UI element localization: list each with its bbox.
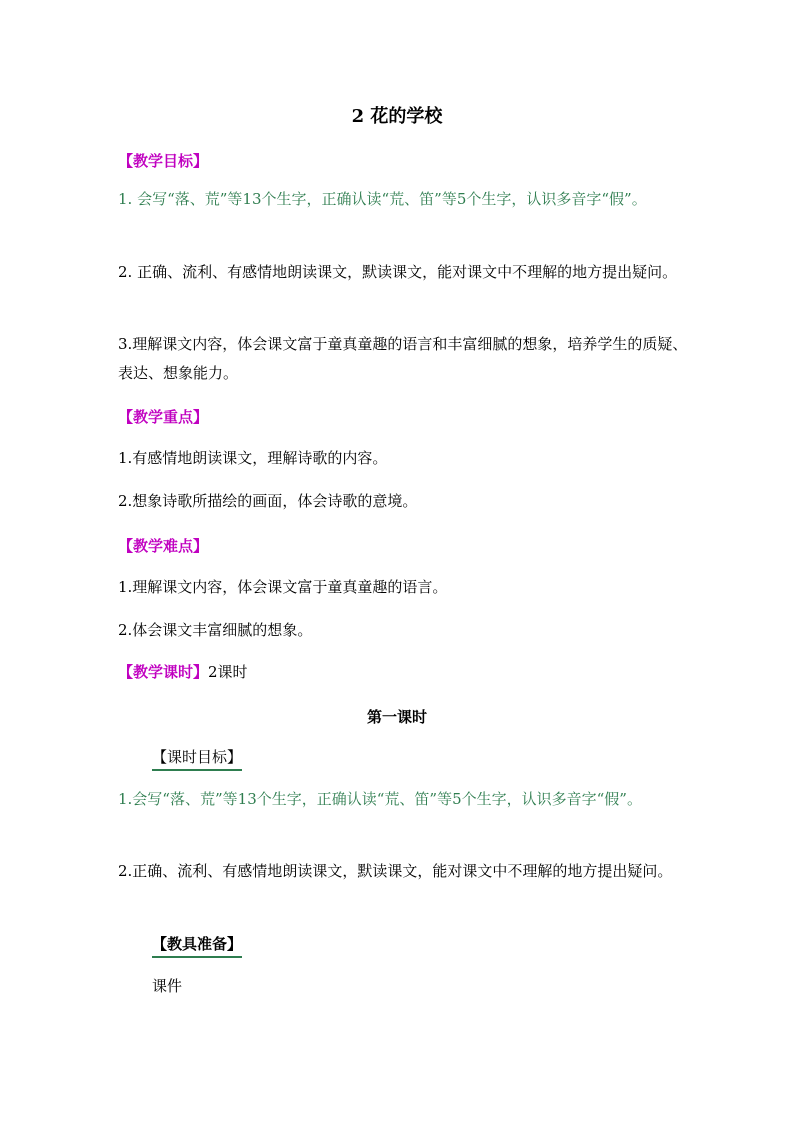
goal-item-1: 1. 会写“落、荒”等13个生字，正确认读“荒、笛”等5个生字，认识多音字“假”。 [118,190,647,208]
lesson-goal-item-2: 2.正确、流利、有感情地朗读课文，默读课文，能对课文中不理解的地方提出疑问。 [118,862,673,880]
goals-heading: 【教学目标】 [118,152,209,170]
goal-item-2: 2. 正确、流利、有感情地朗读课文，默读课文，能对课文中不理解的地方提出疑问。 [118,263,678,281]
hours-heading: 【教学课时】 [118,663,209,681]
difficulties-heading: 【教学难点】 [118,537,209,555]
key-point-item-1: 1.有感情地朗读课文，理解诗歌的内容。 [118,449,388,467]
key-point-item-2: 2.想象诗歌所描绘的画面，体会诗歌的意境。 [118,492,418,510]
lesson-goals-heading: 【课时目标】 [152,746,242,771]
prep-heading: 【教具准备】 [152,933,242,958]
key-points-heading: 【教学重点】 [118,408,209,426]
page-title: 2 花的学校 [351,106,443,127]
lesson-goal-item-1: 1.会写“落、荒”等13个生字，正确认读“荒、笛”等5个生字，认识多音字“假”。 [118,790,642,808]
difficulty-item-2: 2.体会课文丰富细腻的想象。 [118,621,313,639]
goal-item-3: 3.理解课文内容，体会课文富于童真童趣的语言和丰富细腻的想象，培养学生的质疑、表达、想象能力。 [118,335,688,382]
hours-value: 2课时 [208,663,248,681]
hours-line [118,658,688,687]
prep-value: 课件 [152,977,183,995]
difficulty-item-1: 1.理解课文内容，体会课文富于童真童趣的语言。 [118,578,448,596]
lesson-title: 第一课时 [366,708,427,726]
